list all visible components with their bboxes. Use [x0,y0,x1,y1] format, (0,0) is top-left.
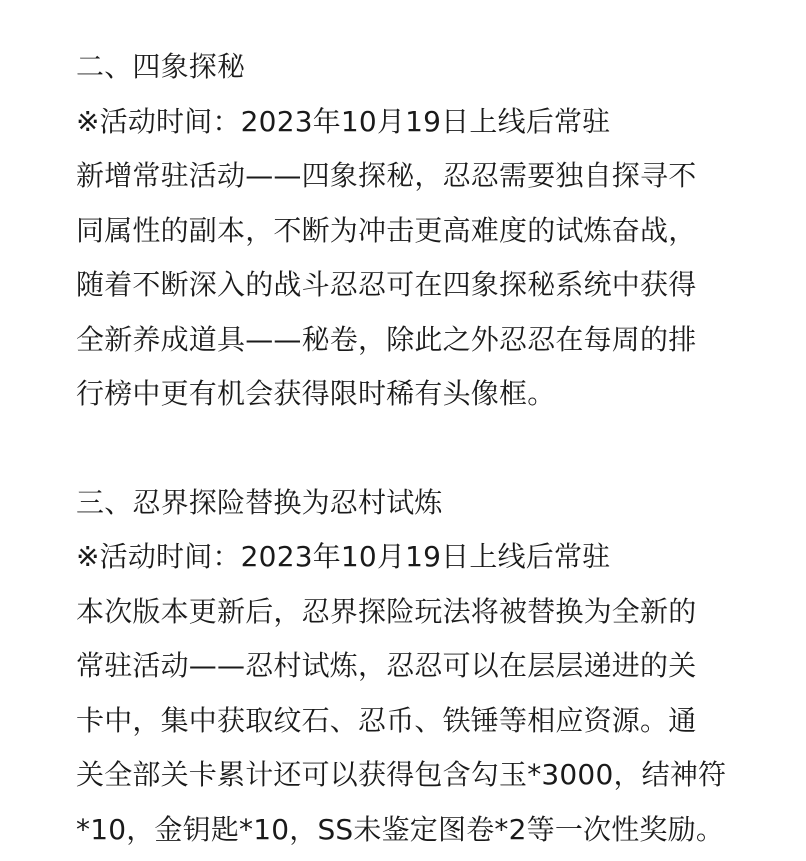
announcement-document [76,40,776,857]
section-siixiang [76,40,776,422]
section-heading: 二、四象探秘 [76,50,246,83]
section-heading: 三、忍界探险替换为忍村试炼 [76,485,443,519]
section-spacer [76,422,776,476]
body-line: 全新养成道具——秘卷，除此之外忍忍在每周的排 [76,322,697,356]
body-line: 本次版本更新后，忍界探险玩法将被替换为全新的 [76,594,697,628]
body-line: 关全部关卡累计还可以获得包含勾玉*3000，结神符 [76,758,727,791]
body-line: 同属性的副本，不断为冲击更高难度的试炼奋战， [76,213,697,247]
body-line: 卡中，集中获取纹石、忍币、铁锤等相应资源。通 [76,703,697,737]
activity-time: ※活动时间：2023年10月19日上线后常驻 [76,104,611,138]
activity-time: ※活动时间：2023年10月19日上线后常驻 [76,540,611,573]
body-line: 行榜中更有机会获得限时稀有头像框。 [76,377,556,410]
section-rencun-shilian [76,476,776,858]
body-line: 新增常驻活动——四象探秘，忍忍需要独自探寻不 [76,159,697,192]
body-line: 常驻活动——忍村试炼，忍忍可以在层层递进的关 [76,649,697,682]
body-line: 随着不断深入的战斗忍忍可在四象探秘系统中获得 [76,268,697,301]
body-line: *10，金钥匙*10，SS未鉴定图卷*2等一次性奖励。 [76,812,725,846]
